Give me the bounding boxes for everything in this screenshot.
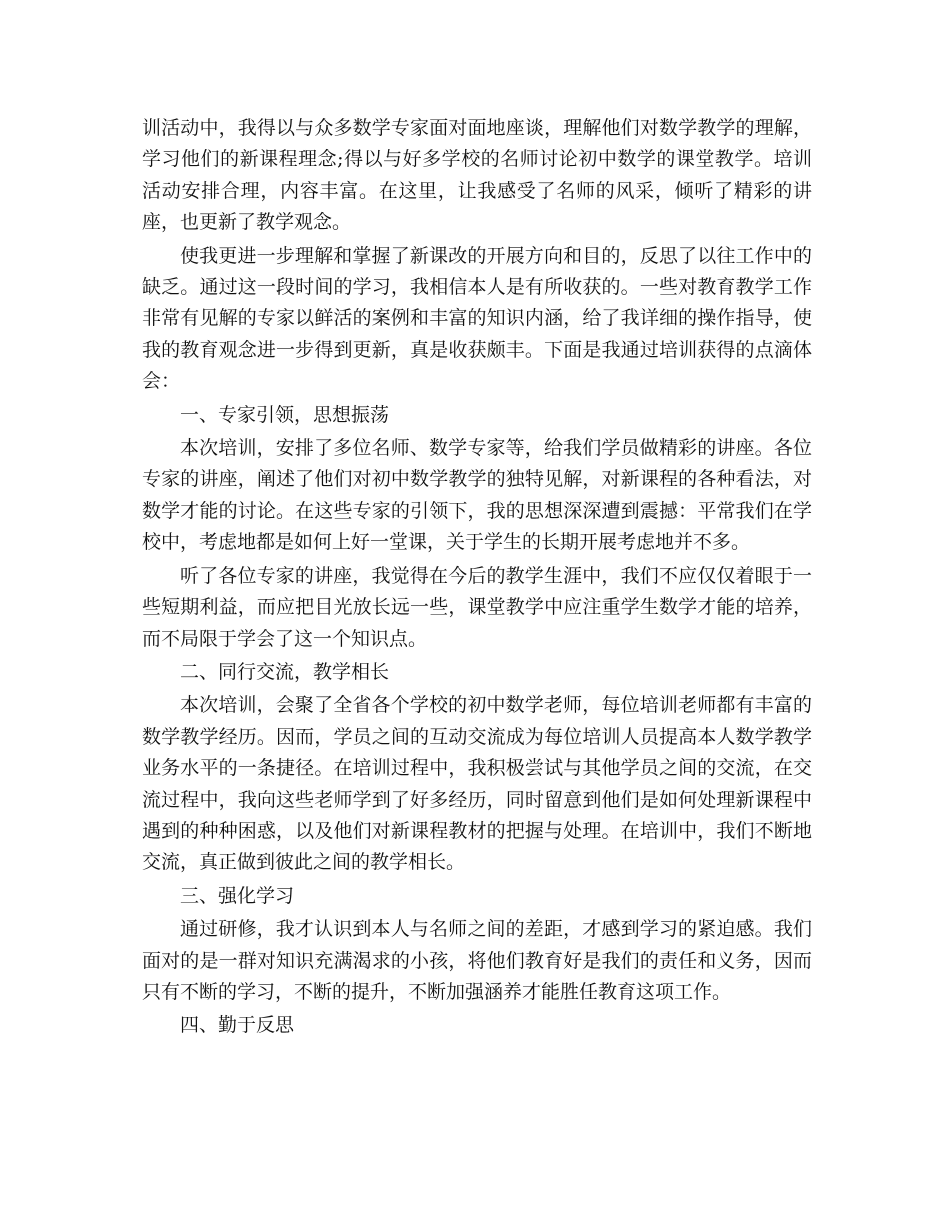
paragraph-4: 听了各位专家的讲座，我觉得在今后的教学生涯中，我们不应仅仅着眼于一些短期利益，而应把目光放长远一些，课堂教学中应注重学生数学才能的培养，而不局限于学会了这一个知识点。 — [142, 564, 812, 650]
paragraph-2: 使我更进一步理解和掌握了新课改的开展方向和目的，反思了以往工作中的缺乏。通过这一段时间的学习，我相信本人是有所收获的。一些对教育教学工作非常有见解的专家以鲜活的案例和丰富的知识内涵，给了我详细的操作指导，使我的教育观念进一步得到更新，真是收获颇丰。下面是我通过培训获得的点滴体会： — [142, 244, 812, 393]
section-heading-3: 三、强化学习 — [180, 884, 295, 907]
paragraph-6: 通过研修，我才认识到本人与名师之间的差距，才感到学习的紧迫感。我们面对的是一群对知识充满渴求的小孩，将他们教育好是我们的责任和义务，因而只有不断的学习，不断的提升，不断加强涵养才能胜任教育这项工作。 — [142, 918, 812, 1003]
section-heading-4: 四、勤于反思 — [180, 1014, 295, 1037]
paragraph-5: 本次培训，会聚了全省各个学校的初中数学老师，每位培训老师都有丰富的数学教学经历。因而，学员之间的互动交流成为每位培训人员提高本人数学教学业务水平的一条捷径。在培训过程中，我积极尝试与其他学员之间的交流，在交流过程中，我向这些老师学到了好多经历，同时留意到他们是如何处理新课程中遇到的种种困惑，以及他们对新课程教材的把握与处理。在培训中，我们不断地交流，真正做到彼此之间的教学相长。 — [142, 694, 812, 874]
paragraph-3: 本次培训，安排了多位名师、数学专家等，给我们学员做精彩的讲座。各位专家的讲座，阐述了他们对初中数学教学的独特见解，对新课程的各种看法，对数学才能的讨论。在这些专家的引领下，我的思想深深遭到震撼：平常我们在学校中，考虑地都是如何上好一堂课，关于学生的长期开展考虑地并不多。 — [142, 437, 812, 554]
document-body — [142, 113, 812, 1042]
section-heading-2: 二、同行交流，教学相长 — [180, 660, 390, 683]
paragraph-1: 训活动中，我得以与众多数学专家面对面地座谈，理解他们对数学教学的理解，学习他们的新课程理念;得以与好多学校的名师讨论初中数学的课堂教学。培训活动安排合理，内容丰富。在这里，让我感受了名师的风采，倾听了精彩的讲座，也更新了教学观念。 — [142, 117, 812, 234]
section-heading-1: 一、专家引领，思想振荡 — [180, 403, 390, 426]
